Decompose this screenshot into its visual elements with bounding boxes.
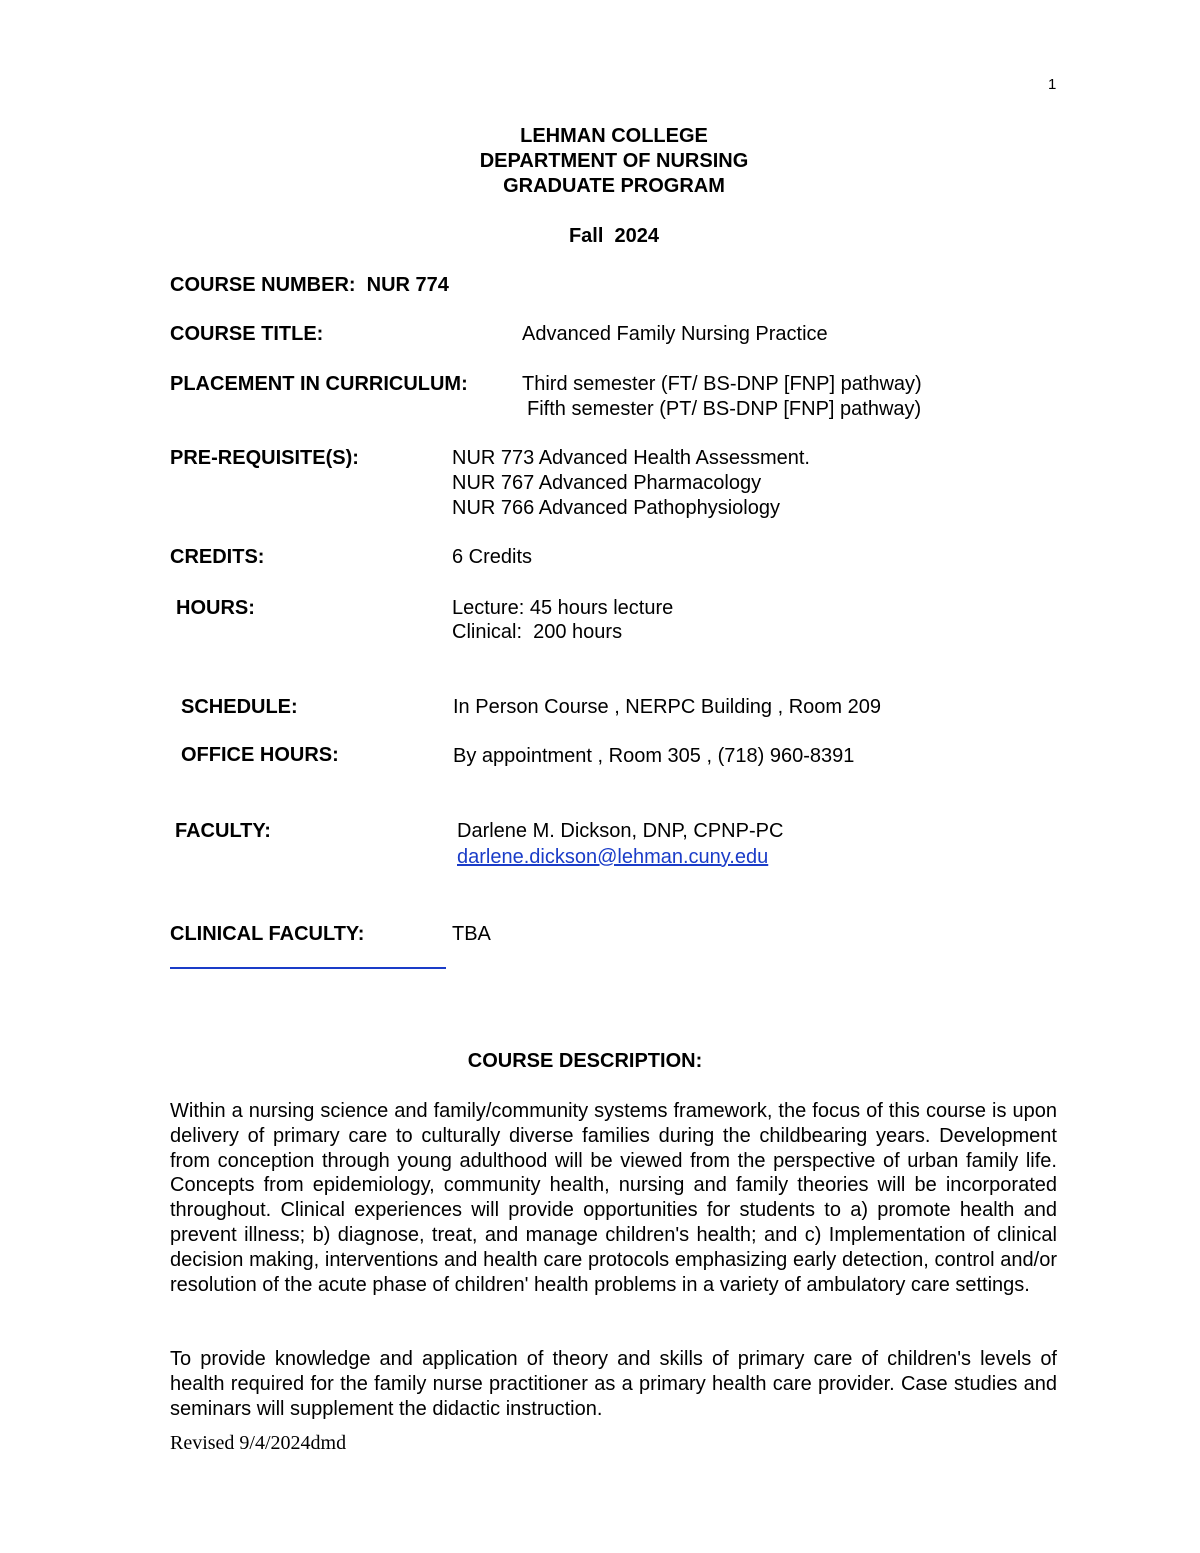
hours-clinical: Clinical: 200 hours	[452, 621, 623, 643]
program-name: GRADUATE PROGRAM	[503, 175, 725, 197]
revision-note: Revised 9/4/2024dmd	[170, 1432, 347, 1454]
course-description-heading: COURSE DESCRIPTION:	[467, 1050, 703, 1072]
credits-label: CREDITS:	[170, 546, 265, 568]
course-description-paragraph: Within a nursing science and family/community systems framework, the focus of this course is upon delivery of primary care to culturally diverse families during the childbearing years. Development from conception through young adulthood will be viewed from the perspective of urban family life. Concepts from epidemiology, community health, nursing and family theories will be incorporated throughout. Clinical experiences will provide opportunities for students to a) promote health and prevent illness; b) diagnose, treat, and manage children's health; and c) Implementation of clinical decision making, interventions and health care protocols emphasizing early detection, control and/or resolution of the acute phase of children' health problems in a variety of ambulatory care settings.	[170, 1100, 1057, 1296]
clinical-faculty-value: TBA	[452, 923, 491, 945]
course-title-label: COURSE TITLE:	[170, 323, 324, 345]
office-hours-value: By appointment , Room 305 , (718) 960-8391	[453, 745, 855, 767]
prereq-item: NUR 767 Advanced Pharmacology	[452, 472, 762, 494]
placement-label: PLACEMENT IN CURRICULUM:	[170, 373, 468, 395]
prereq-item: NUR 773 Advanced Health Assessment.	[452, 447, 810, 469]
schedule-value: In Person Course , NERPC Building , Room 209	[453, 696, 881, 718]
faculty-name: Darlene M. Dickson, DNP, CPNP-PC	[457, 820, 784, 842]
department-name: DEPARTMENT OF NURSING	[479, 150, 749, 172]
college-name: LEHMAN COLLEGE	[520, 125, 708, 147]
hours-lecture: Lecture: 45 hours lecture	[452, 597, 674, 619]
placement-line-2: Fifth semester (PT/ BS-DNP [FNP] pathway)	[527, 398, 922, 420]
course-title-value: Advanced Family Nursing Practice	[522, 323, 828, 345]
hours-label: HOURS:	[176, 597, 255, 619]
course-number: COURSE NUMBER: NUR 774	[170, 274, 449, 296]
credits-value: 6 Credits	[452, 546, 533, 568]
faculty-label: FACULTY:	[175, 820, 271, 842]
course-goal-paragraph: To provide knowledge and application of theory and skills of primary care of children's levels of health required for the family nurse practitioner as a primary health care provider. Case studies and seminars will supplement the didactic instruction.	[170, 1348, 1057, 1420]
schedule-label: SCHEDULE:	[181, 696, 298, 718]
placement-line-1: Third semester (FT/ BS-DNP [FNP] pathway)	[522, 373, 922, 395]
term: Fall 2024	[568, 225, 660, 247]
clinical-faculty-label: CLINICAL FACULTY:	[170, 923, 365, 945]
prereq-item: NUR 766 Advanced Pathophysiology	[452, 497, 780, 519]
prereq-label: PRE-REQUISITE(S):	[170, 447, 359, 469]
page-number: 1	[1048, 76, 1057, 93]
office-hours-label: OFFICE HOURS:	[181, 744, 339, 766]
underline-rule	[170, 967, 446, 969]
faculty-email-link[interactable]: darlene.dickson@lehman.cuny.edu	[457, 846, 769, 868]
